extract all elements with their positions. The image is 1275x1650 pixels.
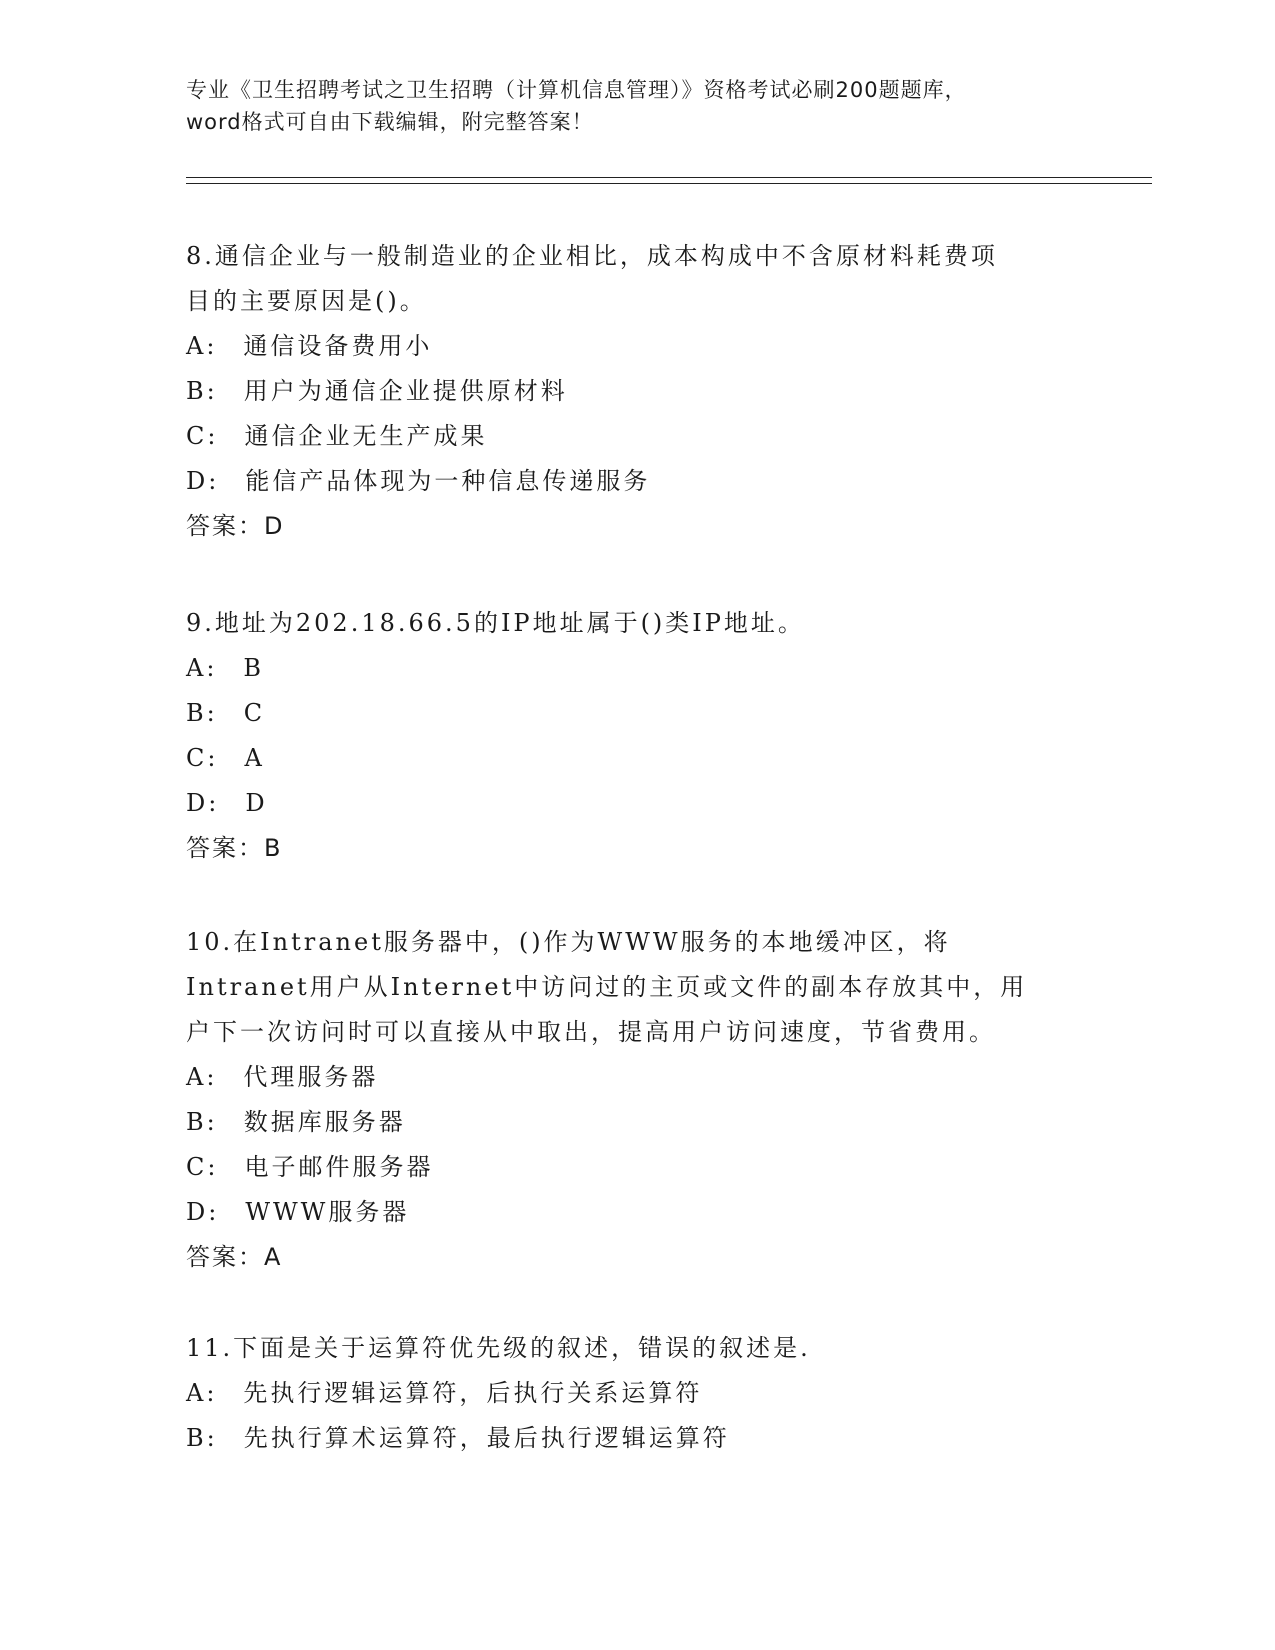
option-text: A bbox=[244, 744, 265, 772]
option-letter: A: bbox=[186, 332, 218, 360]
option-text: WWW服务器 bbox=[245, 1198, 410, 1226]
question-9 bbox=[186, 601, 1086, 871]
option-letter: D: bbox=[186, 1198, 220, 1226]
header-divider-top bbox=[186, 177, 1152, 178]
option-text: 数据库服务器 bbox=[243, 1108, 406, 1136]
option-c bbox=[186, 736, 1086, 781]
option-b bbox=[186, 1416, 1086, 1461]
option-text: B bbox=[243, 654, 265, 682]
question-stem-line: 9.地址为202.18.66.5的IP地址属于()类IP地址。 bbox=[186, 609, 805, 637]
option-c bbox=[186, 1145, 1086, 1190]
option-d bbox=[186, 781, 1086, 826]
question-10 bbox=[186, 920, 1086, 1280]
option-text: 通信企业无生产成果 bbox=[244, 422, 488, 450]
option-a bbox=[186, 1371, 1086, 1416]
answer-line: 答案：D bbox=[186, 512, 285, 540]
header-title-line-2: word格式可自由下载编辑，附完整答案！ bbox=[186, 110, 594, 134]
header-title-line-1: 专业《卫生招聘考试之卫生招聘（计算机信息管理）》资格考试必刷200题题库， bbox=[186, 78, 967, 102]
option-b bbox=[186, 691, 1086, 736]
option-text: 先执行逻辑运算符，后执行关系运算符 bbox=[243, 1379, 703, 1407]
option-text: 电子邮件服务器 bbox=[244, 1153, 434, 1181]
question-stem-line: 户下一次访问时可以直接从中取出，提高用户访问速度，节省费用。 bbox=[186, 1018, 996, 1046]
option-text: 用户为通信企业提供原材料 bbox=[243, 377, 568, 405]
option-letter: B: bbox=[186, 377, 218, 405]
answer-line: 答案：A bbox=[186, 1243, 283, 1271]
option-text: C bbox=[243, 699, 266, 727]
option-letter: A: bbox=[186, 1063, 218, 1091]
option-letter: C: bbox=[186, 422, 219, 450]
question-8 bbox=[186, 234, 1086, 549]
option-a bbox=[186, 324, 1086, 369]
question-stem-line: Intranet用户从Internet中访问过的主页或文件的副本存放其中，用 bbox=[186, 973, 1028, 1001]
option-text: 先执行算术运算符，最后执行逻辑运算符 bbox=[243, 1424, 730, 1452]
option-letter: B: bbox=[186, 699, 218, 727]
document-header bbox=[186, 74, 1086, 138]
option-a bbox=[186, 1055, 1086, 1100]
question-stem-line: 10.在Intranet服务器中，()作为WWW服务的本地缓冲区，将 bbox=[186, 928, 951, 956]
option-letter: C: bbox=[186, 1153, 219, 1181]
option-b bbox=[186, 1100, 1086, 1145]
option-text: 通信设备费用小 bbox=[243, 332, 433, 360]
question-stem-line: 11.下面是关于运算符优先级的叙述，错误的叙述是. bbox=[186, 1334, 811, 1362]
question-11 bbox=[186, 1326, 1086, 1461]
option-text: 能信产品体现为一种信息传递服务 bbox=[245, 467, 651, 495]
option-d bbox=[186, 1190, 1086, 1235]
option-a bbox=[186, 646, 1086, 691]
header-divider-bottom bbox=[186, 183, 1152, 184]
option-letter: D: bbox=[186, 467, 220, 495]
option-b bbox=[186, 369, 1086, 414]
question-stem-line: 目的主要原因是()。 bbox=[186, 287, 427, 315]
answer-line: 答案：B bbox=[186, 834, 283, 862]
option-letter: D: bbox=[186, 789, 220, 817]
option-letter: B: bbox=[186, 1424, 218, 1452]
option-letter: A: bbox=[186, 654, 218, 682]
option-d bbox=[186, 459, 1086, 504]
option-letter: C: bbox=[186, 744, 219, 772]
option-letter: A: bbox=[186, 1379, 218, 1407]
option-text: 代理服务器 bbox=[243, 1063, 379, 1091]
option-letter: B: bbox=[186, 1108, 218, 1136]
option-text: D bbox=[245, 789, 268, 817]
option-c bbox=[186, 414, 1086, 459]
question-stem-line: 8.通信企业与一般制造业的企业相比，成本构成中不含原材料耗费项 bbox=[186, 242, 998, 270]
